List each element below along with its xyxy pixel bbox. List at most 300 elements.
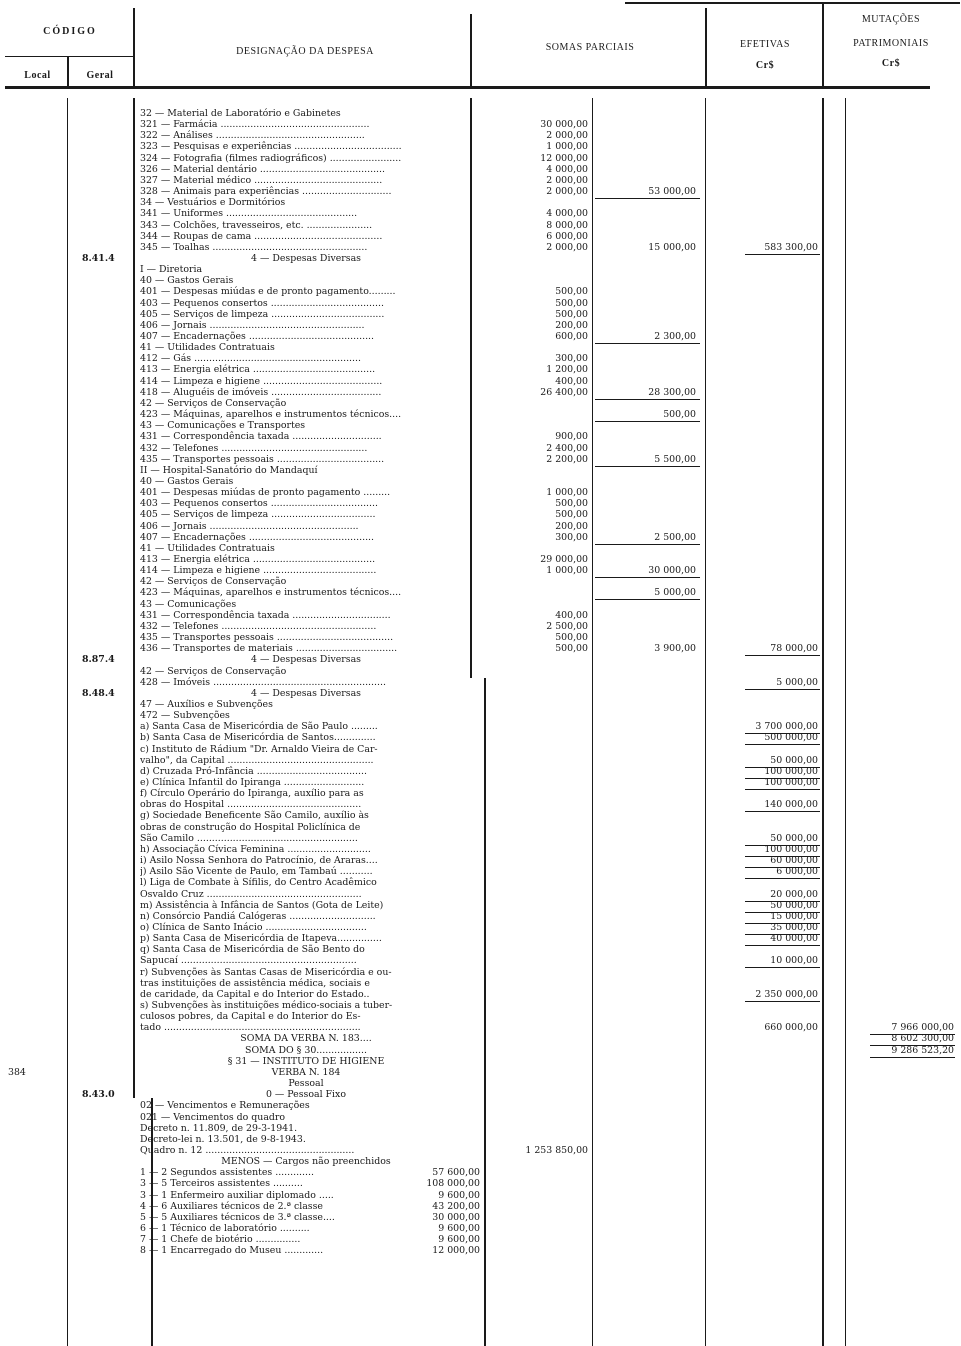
- ledger-row: [0, 599, 961, 610]
- patrimonial-amount: 8 602 300,00: [891, 1033, 954, 1044]
- effective-amount: 2 350 000,00: [755, 989, 818, 1000]
- expense-description: 407 — Encadernações ..........................................: [140, 331, 375, 342]
- expense-description: 413 — Energia elétrica .........................................: [140, 554, 376, 565]
- partial-sum: 200,00: [555, 521, 588, 532]
- ledger-row: [0, 298, 961, 309]
- partial-sum: 400,00: [555, 610, 588, 621]
- effective-amount: 40 000,00: [770, 933, 818, 944]
- header-efetivas: EFETIVAS: [740, 39, 790, 50]
- effective-amount: 50 000,00: [770, 833, 818, 844]
- ledger-row: [0, 1011, 961, 1022]
- expense-description: 322 — Análises ..................................................: [140, 130, 365, 141]
- ledger-row: [0, 922, 961, 933]
- expense-description: Decreto-lei n. 13.501, de 9-8-1943.: [140, 1134, 306, 1145]
- ledger-row: [0, 766, 961, 777]
- column-rule-codigo: [133, 8, 135, 88]
- ledger-row: [0, 978, 961, 989]
- partial-sum: 26 400,00: [540, 387, 588, 398]
- deduction-amount: 9 600,00: [438, 1234, 480, 1245]
- partial-total: 2 500,00: [654, 532, 696, 543]
- partial-sum: 2 000,00: [546, 186, 588, 197]
- expense-description: n) Consórcio Pandiá Calógeras .............................: [140, 911, 376, 922]
- expense-description: 406 — Jornais ..................................................: [140, 521, 359, 532]
- expense-description: 43 — Comunicações e Transportes: [140, 420, 306, 431]
- expense-description: 40 — Gastos Gerais: [140, 476, 234, 487]
- expense-description: a) Santa Casa de Misericórdia de São Paulo .........: [140, 721, 378, 732]
- expense-description: 418 — Aluguéis de imóveis .....................................: [140, 387, 382, 398]
- partial-sum: 200,00: [555, 320, 588, 331]
- expense-description: 02 — Vencimentos e Remunerações: [140, 1100, 310, 1111]
- effective-amount: 100 000,00: [764, 777, 818, 788]
- partial-total: 30 000,00: [648, 565, 696, 576]
- expense-description: 345 — Toalhas ....................................................: [140, 242, 368, 253]
- ledger-row: [0, 1078, 961, 1089]
- expense-description: 343 — Colchões, travesseiros, etc. ......................: [140, 220, 373, 231]
- ledger-row: [0, 543, 961, 554]
- expense-description: r) Subvenções às Santas Casas de Misericórdia e ou-: [140, 967, 392, 978]
- expense-description: e) Clínica Infantil do Ipiranga ...........................: [140, 777, 365, 788]
- expense-description: 414 — Limpeza e higiene ........................................: [140, 376, 383, 387]
- expense-description: 40 — Gastos Gerais: [140, 275, 234, 286]
- ledger-row: [0, 799, 961, 810]
- expense-description: SOMA DO § 30.................: [245, 1045, 367, 1056]
- expense-description: Osvaldo Cruz ....................................................: [140, 889, 362, 900]
- deduction-amount: 9 600,00: [438, 1190, 480, 1201]
- ledger-row: [0, 1089, 961, 1100]
- deduction-amount: 43 200,00: [432, 1201, 480, 1212]
- effective-amount: 50 000,00: [770, 755, 818, 766]
- ledger-row: [0, 933, 961, 944]
- header-top-rule: [625, 2, 960, 4]
- effective-amount: 50 000,00: [770, 900, 818, 911]
- ledger-row: [0, 565, 961, 576]
- effective-amount: 10 000,00: [770, 955, 818, 966]
- expense-description: 412 — Gás ........................................................: [140, 353, 361, 364]
- expense-description: 431 — Correspondência taxada .................................: [140, 610, 391, 621]
- deduction-amount: 57 600,00: [432, 1167, 480, 1178]
- ledger-row: [0, 688, 961, 699]
- ledger-row: [0, 1033, 961, 1044]
- ledger-row: [0, 911, 961, 922]
- partial-sum: 1 000,00: [546, 141, 588, 152]
- ledger-row: [0, 398, 961, 409]
- expense-description: s) Subvenções às instituições médico-sociais a tuber-: [140, 1000, 393, 1011]
- ledger-row: [0, 855, 961, 866]
- column-rule-efetivas: [705, 8, 707, 88]
- ledger-row: [0, 732, 961, 743]
- partial-sum: 300,00: [555, 353, 588, 364]
- ledger-row: [0, 554, 961, 565]
- effective-amount: 35 000,00: [770, 922, 818, 933]
- partial-sum: 2 000,00: [546, 242, 588, 253]
- expense-description: tado ..................................................................: [140, 1022, 361, 1033]
- partial-total: 53 000,00: [648, 186, 696, 197]
- expense-description: 405 — Serviços de limpeza ...................................: [140, 509, 376, 520]
- expense-description: g) Sociedade Beneficente São Camilo, auxílio às: [140, 810, 369, 821]
- header-patrimoniais: PATRIMONIAIS: [853, 38, 929, 49]
- partial-sum: 6 000,00: [546, 231, 588, 242]
- ledger-row: [0, 788, 961, 799]
- ledger-row: [0, 208, 961, 219]
- column-rule-geral: [67, 56, 69, 86]
- ledger-row: [0, 264, 961, 275]
- partial-sum: 400,00: [555, 376, 588, 387]
- ledger-row: [0, 844, 961, 855]
- expense-description: II — Hospital-Sanatório do Mandaquí: [140, 465, 318, 476]
- expense-description: 328 — Animais para experiências ..............................: [140, 186, 392, 197]
- expense-description: 42 — Serviços de Conservação: [140, 666, 287, 677]
- partial-sum: 900,00: [555, 431, 588, 442]
- partial-sum: 1 200,00: [546, 364, 588, 375]
- expense-description: culosos pobres, da Capital e do Interior do Es-: [140, 1011, 361, 1022]
- effective-amount: 3 700 000,00: [755, 721, 818, 732]
- deduction-amount: 9 600,00: [438, 1223, 480, 1234]
- partial-total: 28 300,00: [648, 387, 696, 398]
- expense-description: 428 — Imóveis ..........................................................: [140, 677, 386, 688]
- ledger-row: [0, 342, 961, 353]
- effective-amount: 60 000,00: [770, 855, 818, 866]
- ledger-row: [0, 1134, 961, 1145]
- partial-total: 5 000,00: [654, 587, 696, 598]
- ledger-row: [0, 1223, 961, 1234]
- partial-total: 3 900,00: [654, 643, 696, 654]
- partial-sum: 500,00: [555, 643, 588, 654]
- expense-description: o) Clínica de Santo Inácio ..................................: [140, 922, 367, 933]
- ledger-row: [0, 253, 961, 264]
- ledger-row: [0, 164, 961, 175]
- partial-sum: 2 000,00: [546, 175, 588, 186]
- expense-description: 41 — Utilidades Contratuais: [140, 543, 275, 554]
- ledger-row: [0, 376, 961, 387]
- partial-sum: 2 500,00: [546, 621, 588, 632]
- expense-description: 403 — Pequenos consertos ....................................: [140, 498, 378, 509]
- ledger-row: [0, 833, 961, 844]
- effective-amount: 100 000,00: [764, 766, 818, 777]
- effective-amount: 5 000,00: [776, 677, 818, 688]
- ledger-row: [0, 108, 961, 119]
- ledger-row: [0, 643, 961, 654]
- partial-total: 500,00: [663, 409, 696, 420]
- partial-sum: 4 000,00: [546, 164, 588, 175]
- expense-description: valho", da Capital .................................................: [140, 755, 374, 766]
- partial-sum: 500,00: [555, 309, 588, 320]
- general-code: 8.43.0: [82, 1089, 115, 1100]
- ledger-row: [0, 1112, 961, 1123]
- partial-total: 15 000,00: [648, 242, 696, 253]
- ledger-row: [0, 331, 961, 342]
- ledger-row: [0, 364, 961, 375]
- expense-description: São Camilo ......................................................: [140, 833, 358, 844]
- partial-sum: 500,00: [555, 632, 588, 643]
- header-designacao: DESIGNAÇÃO DA DESPESA: [236, 46, 374, 57]
- general-code: 8.87.4: [82, 654, 115, 665]
- ledger-row: [0, 755, 961, 766]
- expense-description: 432 — Telefones .................................................: [140, 443, 368, 454]
- ledger-row: [0, 1167, 961, 1178]
- partial-sum: 2 400,00: [546, 443, 588, 454]
- ledger-row: [0, 509, 961, 520]
- expense-description: 32 — Material de Laboratório e Gabinetes: [140, 108, 341, 119]
- expense-description: 5 — 5 Auxiliares técnicos de 3.ª classe....: [140, 1212, 335, 1223]
- expense-description: 34 — Vestuários e Dormitórios: [140, 197, 286, 208]
- ledger-row: [0, 420, 961, 431]
- expense-description: tras instituições de assistência médica, sociais e: [140, 978, 370, 989]
- ledger-row: [0, 777, 961, 788]
- ledger-row: [0, 576, 961, 587]
- expense-description: c) Instituto de Rádium "Dr. Arnaldo Vieira de Car-: [140, 744, 378, 755]
- expense-description: 3 — 1 Enfermeiro auxiliar diplomado .....: [140, 1190, 334, 1201]
- ledger-row: [0, 822, 961, 833]
- expense-description: 021 — Vencimentos do quadro: [140, 1112, 286, 1123]
- expense-description: 8 — 1 Encarregado do Museu .............: [140, 1245, 324, 1256]
- expense-description: l) Liga de Combate à Sífilis, do Centro Acadêmico: [140, 877, 377, 888]
- partial-sum: 8 000,00: [546, 220, 588, 231]
- expense-description: 41 — Utilidades Contratuais: [140, 342, 275, 353]
- header-bottom-rule: [5, 86, 930, 89]
- header-geral: Geral: [86, 70, 114, 81]
- ledger-row: [0, 231, 961, 242]
- ledger-row: [0, 587, 961, 598]
- expense-description: 3 — 5 Terceiros assistentes ..........: [140, 1178, 303, 1189]
- codigo-split-rule: [5, 56, 133, 57]
- expense-description: obras do Hospital .............................................: [140, 799, 362, 810]
- ledger-row: [0, 286, 961, 297]
- ledger-row: [0, 175, 961, 186]
- ledger-row: [0, 721, 961, 732]
- expense-description: 405 — Serviços de limpeza ......................................: [140, 309, 385, 320]
- partial-sum: 12 000,00: [540, 153, 588, 164]
- expense-description: 47 — Auxílios e Subvenções: [140, 699, 273, 710]
- ledger-row: [0, 409, 961, 420]
- partial-sum: 500,00: [555, 298, 588, 309]
- general-code: 8.48.4: [82, 688, 115, 699]
- ledger-row: [0, 220, 961, 231]
- expense-description: 431 — Correspondência taxada ..............................: [140, 431, 382, 442]
- ledger-row: [0, 521, 961, 532]
- ledger-row: [0, 1156, 961, 1167]
- ledger-row: [0, 476, 961, 487]
- ledger-row: [0, 900, 961, 911]
- expense-description: 436 — Transportes de materiais ..................................: [140, 643, 398, 654]
- expense-description: 406 — Jornais ....................................................: [140, 320, 365, 331]
- partial-sum: 500,00: [555, 498, 588, 509]
- expense-description: obras de construção do Hospital Policlínica de: [140, 822, 361, 833]
- ledger-row: [0, 967, 961, 978]
- ledger-row: [0, 119, 961, 130]
- expense-description: f) Círculo Operário do Ipiranga, auxílio para as: [140, 788, 364, 799]
- general-code: 8.41.4: [82, 253, 115, 264]
- expense-description: de caridade, da Capital e do Interior do Estado..: [140, 989, 370, 1000]
- ledger-row: [0, 1245, 961, 1256]
- expense-description: 4 — Despesas Diversas: [251, 654, 361, 665]
- ledger-row: [0, 487, 961, 498]
- effective-amount: 100 000,00: [764, 844, 818, 855]
- expense-description: p) Santa Casa de Misericórdia de Itapeva...............: [140, 933, 382, 944]
- expense-description: 321 — Farmácia ..................................................: [140, 119, 370, 130]
- partial-sum: 500,00: [555, 286, 588, 297]
- ledger-row: [0, 387, 961, 398]
- effective-amount: 6 000,00: [776, 866, 818, 877]
- ledger-row: [0, 153, 961, 164]
- ledger-row: [0, 744, 961, 755]
- ledger-row: [0, 677, 961, 688]
- ledger-row: [0, 353, 961, 364]
- ledger-row: [0, 1234, 961, 1245]
- ledger-row: [0, 454, 961, 465]
- partial-sum: 1 000,00: [546, 565, 588, 576]
- effective-amount: 660 000,00: [764, 1022, 818, 1033]
- partial-sum: 1 000,00: [546, 487, 588, 498]
- ledger-row: [0, 465, 961, 476]
- expense-description: 401 — Despesas miúdas de pronto pagamento .........: [140, 487, 391, 498]
- expense-description: 1 — 2 Segundos assistentes .............: [140, 1167, 314, 1178]
- ledger-row: [0, 1000, 961, 1011]
- partial-sum: 30 000,00: [540, 119, 588, 130]
- partial-sum: 4 000,00: [546, 208, 588, 219]
- ledger-row: [0, 498, 961, 509]
- expense-description: 403 — Pequenos consertos ......................................: [140, 298, 384, 309]
- ledger-row: [0, 944, 961, 955]
- ledger-row: [0, 955, 961, 966]
- ledger-row: [0, 320, 961, 331]
- expense-description: 4 — Despesas Diversas: [251, 253, 361, 264]
- ledger-row: [0, 1100, 961, 1111]
- expense-description: i) Asilo Nossa Senhora do Patrocínio, de Araras....: [140, 855, 378, 866]
- ledger-row: [0, 309, 961, 320]
- partial-sum: 2 200,00: [546, 454, 588, 465]
- expense-description: Sapucaí ...........................................................: [140, 955, 357, 966]
- partial-sum: 300,00: [555, 532, 588, 543]
- expense-description: h) Associação Cívica Feminina ............................: [140, 844, 371, 855]
- ledger-row: [0, 275, 961, 286]
- patrimonial-amount: 7 966 000,00: [891, 1022, 954, 1033]
- expense-description: 42 — Serviços de Conservação: [140, 576, 287, 587]
- ledger-row: [0, 654, 961, 665]
- ledger-row: [0, 532, 961, 543]
- ledger-row: [0, 443, 961, 454]
- ledger-row: [0, 1022, 961, 1033]
- column-rule-designacao: [470, 14, 472, 88]
- header-somas-parciais: SOMAS PARCIAIS: [545, 42, 635, 53]
- header-codigo: CÓDIGO: [43, 26, 97, 37]
- local-code: 384: [8, 1067, 26, 1078]
- effective-amount: 140 000,00: [764, 799, 818, 810]
- ledger-row: [0, 431, 961, 442]
- expense-description: 326 — Material dentário ..........................................: [140, 164, 385, 175]
- deduction-amount: 108 000,00: [426, 1178, 480, 1189]
- ledger-row: [0, 1190, 961, 1201]
- ledger-row: [0, 242, 961, 253]
- ledger-row: [0, 621, 961, 632]
- deduction-amount: 30 000,00: [432, 1212, 480, 1223]
- ledger-row: [0, 1067, 961, 1078]
- effective-amount: 583 300,00: [764, 242, 818, 253]
- expense-description: 435 — Transportes pessoais ....................................: [140, 454, 385, 465]
- expense-description: 401 — Despesas miúdas e de pronto pagamento.........: [140, 286, 396, 297]
- expense-description: j) Asilo São Vicente de Paulo, em Tambaú ...........: [140, 866, 373, 877]
- effective-amount: 500 000,00: [764, 732, 818, 743]
- ledger-row: [0, 197, 961, 208]
- header-local: Local: [24, 70, 51, 81]
- partial-total: 2 300,00: [654, 331, 696, 342]
- expense-description: 4 — Despesas Diversas: [251, 688, 361, 699]
- expense-description: 327 — Material médico ...........................................: [140, 175, 383, 186]
- ledger-row: [0, 632, 961, 643]
- header-efetivas-unit: Cr$: [755, 60, 775, 71]
- expense-description: 423 — Máquinas, aparelhos e instrumentos técnicos....: [140, 409, 402, 420]
- expense-description: 472 — Subvenções: [140, 710, 230, 721]
- expense-description: 7 — 1 Chefe de biotério ...............: [140, 1234, 301, 1245]
- expense-description: 0 — Pessoal Fixo: [265, 1089, 346, 1100]
- expense-description: MENOS — Cargos não preenchidos: [221, 1156, 391, 1167]
- expense-description: 42 — Serviços de Conservação: [140, 398, 287, 409]
- expense-description: d) Cruzada Pró-Infância .....................................: [140, 766, 367, 777]
- expense-description: 43 — Comunicações: [140, 599, 237, 610]
- expense-description: b) Santa Casa de Misericórdia de Santos..............: [140, 732, 376, 743]
- expense-description: 324 — Fotografia (filmes radiográficos) ........................: [140, 153, 402, 164]
- ledger-row: [0, 130, 961, 141]
- expense-description: 6 — 1 Técnico de laboratório ..........: [140, 1223, 310, 1234]
- patrimonial-amount: 9 286 523,20: [891, 1045, 954, 1056]
- header-mutacoes: MUTAÇÕES: [861, 14, 921, 25]
- expense-description: 435 — Transportes pessoais .......................................: [140, 632, 394, 643]
- expense-description: q) Santa Casa de Misericórdia de São Bento do: [140, 944, 365, 955]
- expense-description: 413 — Energia elétrica .........................................: [140, 364, 376, 375]
- effective-amount: 20 000,00: [770, 889, 818, 900]
- ledger-row: [0, 186, 961, 197]
- partial-sum: 600,00: [555, 331, 588, 342]
- expense-description: 344 — Roupas de cama ...........................................: [140, 231, 383, 242]
- ledger-row: [0, 866, 961, 877]
- effective-amount: 78 000,00: [770, 643, 818, 654]
- partial-sum: 29 000,00: [540, 554, 588, 565]
- expense-description: 407 — Encadernações ..........................................: [140, 532, 375, 543]
- expense-description: VERBA N. 184: [271, 1067, 341, 1078]
- ledger-row: [0, 1145, 961, 1156]
- ledger-row: [0, 889, 961, 900]
- ledger-row: [0, 1212, 961, 1223]
- ledger-row: [0, 710, 961, 721]
- expense-description: m) Assistência à Infância de Santos (Gota de Leite): [140, 900, 384, 911]
- partial-sum: 2 000,00: [546, 130, 588, 141]
- expense-description: 341 — Uniformes ............................................: [140, 208, 358, 219]
- expense-description: 323 — Pesquisas e experiências ....................................: [140, 141, 402, 152]
- ledger-row: [0, 1056, 961, 1067]
- expense-description: SOMA DA VERBA N. 183....: [240, 1033, 372, 1044]
- expense-description: Pessoal: [288, 1078, 324, 1089]
- ledger-row: [0, 699, 961, 710]
- header-mutacoes-unit: Cr$: [881, 58, 901, 69]
- effective-amount: 15 000,00: [770, 911, 818, 922]
- ledger-row: [0, 1201, 961, 1212]
- expense-description: 4 — 6 Auxiliares técnicos de 2.ª classe: [140, 1201, 323, 1212]
- partial-sum: 500,00: [555, 509, 588, 520]
- ledger-row: [0, 877, 961, 888]
- expense-description: § 31 — INSTITUTO DE HIGIENE: [227, 1056, 385, 1067]
- partial-sum: 1 253 850,00: [525, 1145, 588, 1156]
- ledger-row: [0, 1045, 961, 1056]
- ledger-row: [0, 989, 961, 1000]
- expense-description: 423 — Máquinas, aparelhos e instrumentos técnicos....: [140, 587, 402, 598]
- ledger-row: [0, 1178, 961, 1189]
- expense-description: I — Diretoria: [140, 264, 203, 275]
- column-rule-mutacoes: [822, 4, 824, 88]
- partial-total: 5 500,00: [654, 454, 696, 465]
- ledger-row: [0, 141, 961, 152]
- ledger-row: [0, 810, 961, 821]
- ledger-row: [0, 1123, 961, 1134]
- ledger-row: [0, 666, 961, 677]
